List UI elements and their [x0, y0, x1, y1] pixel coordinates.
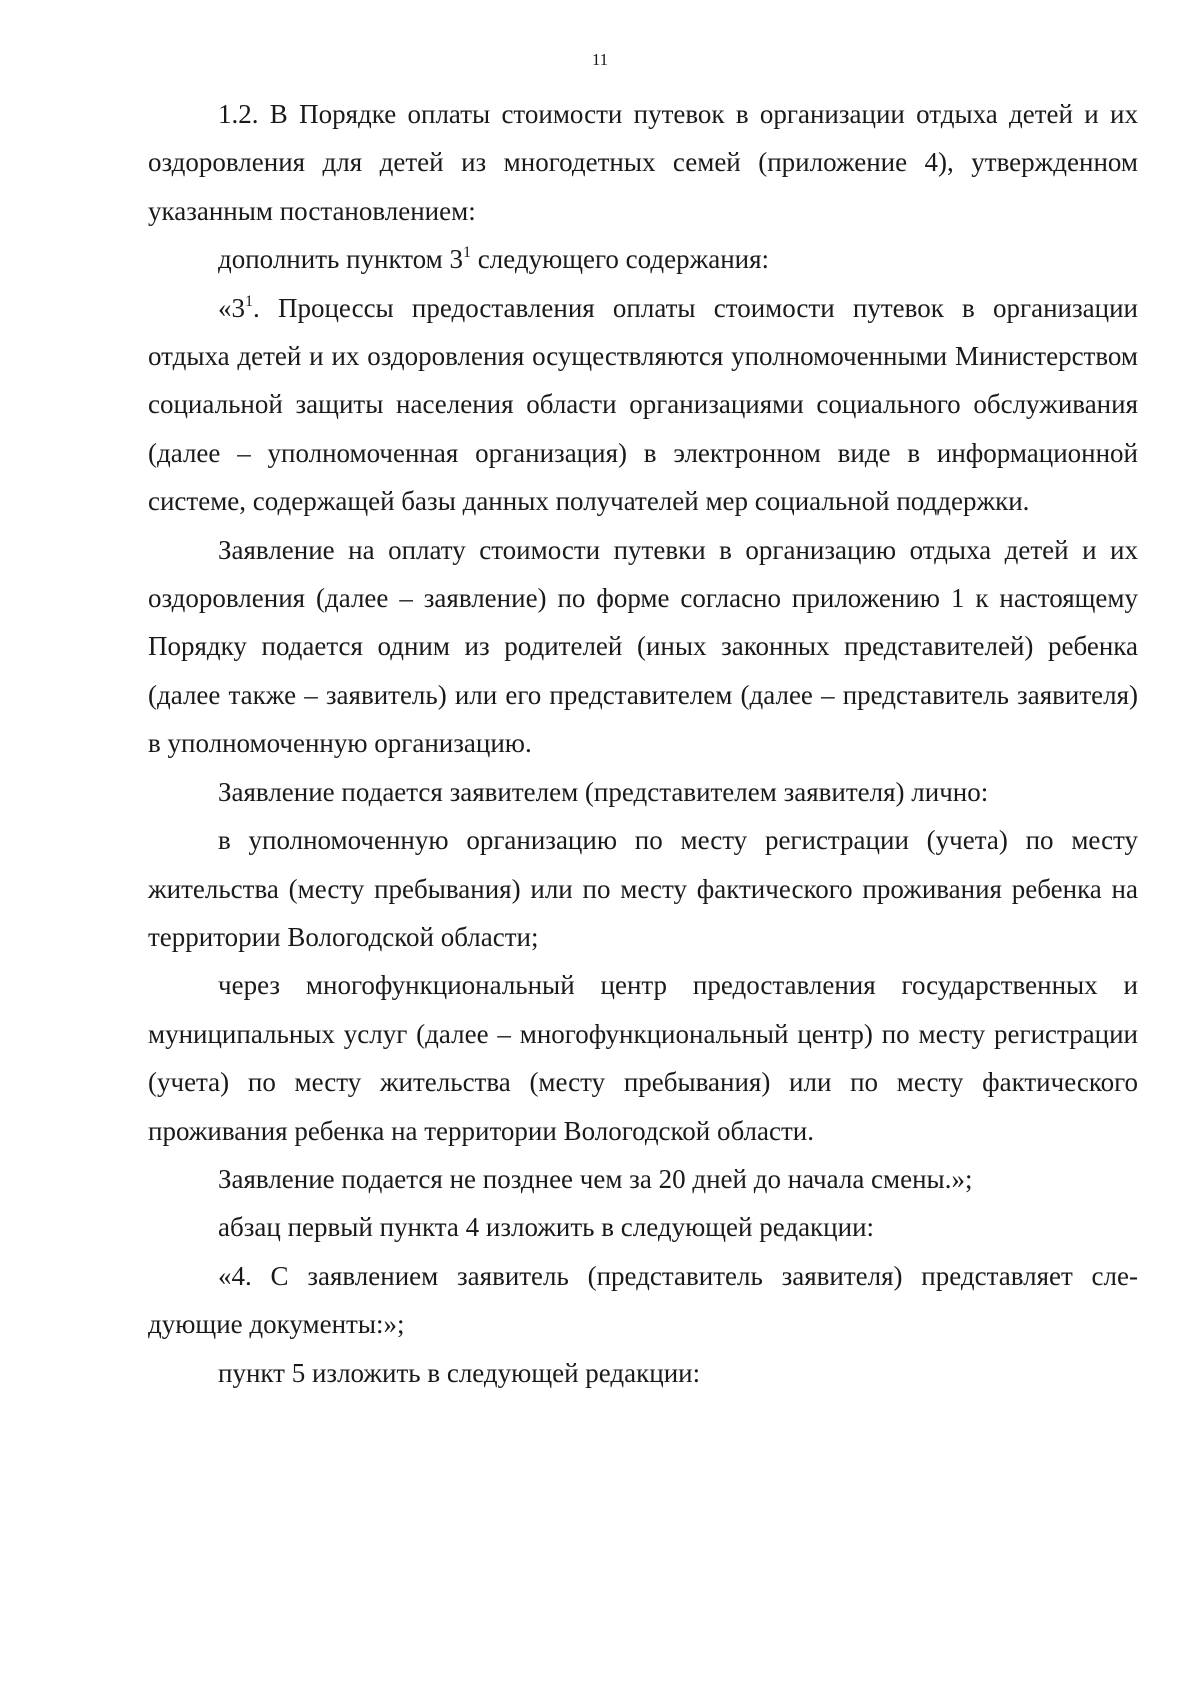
paragraph-item-3-1-start: «3 — [218, 292, 245, 323]
paragraph-application-form: Заявление на оплату стоимости путевки в организацию отдыха детей и их оздоровления (далее – заявление) по форме согласно приложению 1 к настоящему Порядку подается одним из родителей (иных законных представителей) ребенка (далее также – заявитель) или его представителем (далее – представитель заявителя) в уполномоченную организацию. — [148, 534, 1138, 759]
paragraph-item-5-edit: пункт 5 изложить в следующей редакции: — [218, 1357, 701, 1388]
paragraph-item-4: «4. С заявлением заявитель (представитель заявителя) представляет следующие документы:»; — [148, 1260, 1138, 1340]
paragraph-deadline: Заявление подается не позднее чем за 20 дней до начала смены.»; — [218, 1163, 973, 1194]
paragraph-1-2: 1.2. В Порядке оплаты стоимости путевок в организации отдыха детей и их оздоровления для детей из многодетных семей (приложение 4), утвержденном указанным постановлением: — [148, 99, 1138, 226]
paragraph-application-submission: Заявление подается заявителем (представителем заявителя) лично: — [218, 776, 989, 807]
document-body — [148, 90, 1138, 1397]
page-number: 11 — [591, 50, 609, 69]
paragraph-add-item-text-end: следующего содержания: — [471, 244, 770, 275]
paragraph-item-3-1 — [148, 284, 1138, 526]
paragraph-item-4-edit: абзац первый пункта 4 изложить в следующей редакции: — [218, 1212, 875, 1243]
superscript: 1 — [245, 292, 253, 310]
superscript: 1 — [463, 244, 471, 262]
paragraph-authorized-organization: в уполномоченную организацию по месту регистрации (учета) по месту жительства (месту пребывания) или по месту фактического проживания ребенка на территории Вологодской области; — [148, 825, 1138, 952]
paragraph-add-item-text: дополнить пунктом 3 — [218, 244, 463, 275]
paragraph-multifunctional-center: через многофункциональный центр предоставления государственных и муниципальных услуг (далее – многофункциональный центр) по месту регистрации (учета) по месту жительства (месту пребывания) или по месту фактического проживания ребенка на территории Вологодской области. — [148, 970, 1138, 1146]
paragraph-item-3-1-text: . Процессы предоставления оплаты стоимости путевок в организации отдыха детей и их оздоровления осуществляются уполномоченными Министерством социальной защиты населения области организациями социального обслуживания (далее – уполномоченная организация) в электронном виде в информационной системе, содержащей базы данных получателей мер социальной поддержки. — [148, 292, 1138, 517]
paragraph-add-item — [148, 235, 1138, 283]
